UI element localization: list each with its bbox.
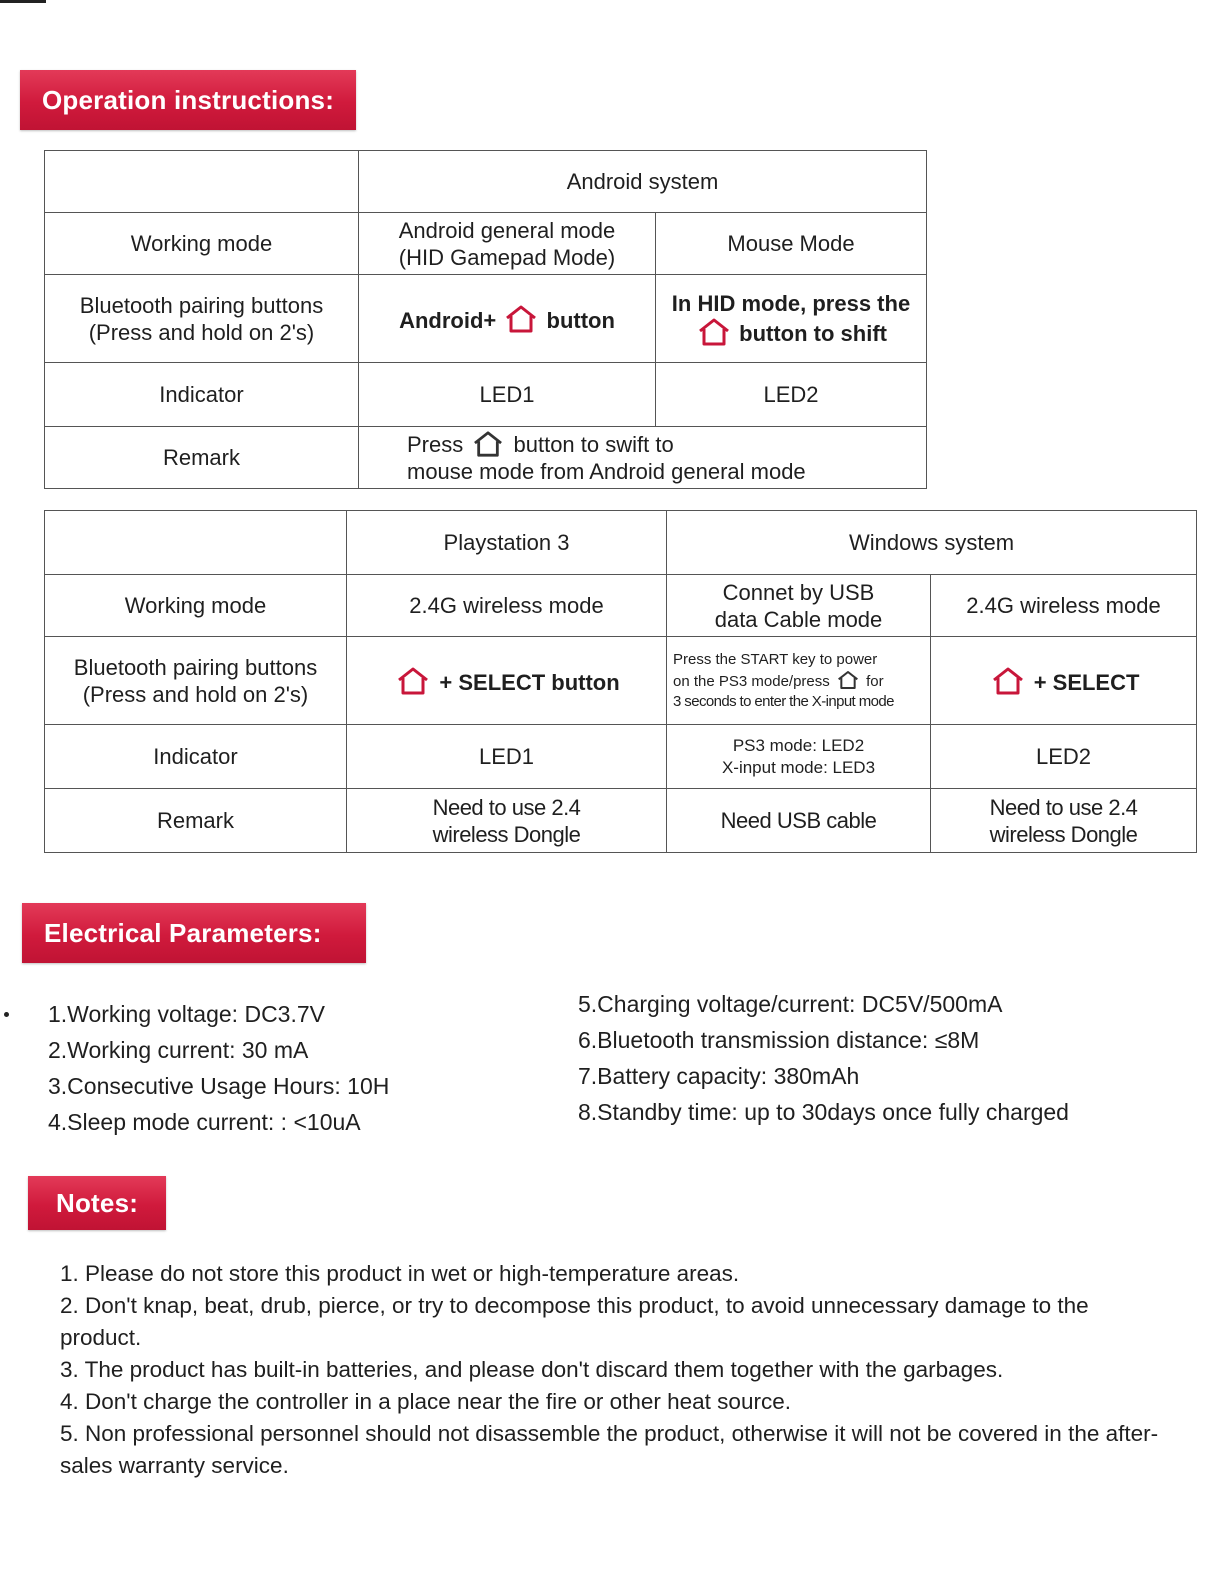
ps3-remark-line1: Need to use 2.4	[432, 794, 581, 820]
android-mouse-indicator: LED2	[656, 363, 927, 427]
android-corner-cell	[45, 151, 359, 213]
remark-line1-suffix: button to swift to	[513, 432, 674, 457]
remark-line1	[407, 430, 920, 458]
ps3-pairing-suffix: + SELECT button	[439, 669, 620, 695]
home-icon	[697, 317, 731, 347]
notes-banner	[28, 1176, 166, 1230]
wireless-pairing-cell	[931, 637, 1197, 725]
ps-remark-label: Remark	[45, 789, 347, 853]
electrical-right-list	[578, 986, 1069, 1130]
notes-title: Notes:	[56, 1187, 139, 1218]
electrical-parameters-title: Electrical Parameters:	[44, 917, 322, 948]
ps3-working-mode: 2.4G wireless mode	[347, 575, 667, 637]
note-item: 2. Don't knap, beat, drub, pierce, or try to decompose this product, to avoid unnecessary damage to the product.	[60, 1293, 1089, 1350]
android-general-mode-cell	[359, 213, 656, 275]
ps-pairing-label	[45, 637, 347, 725]
electrical-left-list	[48, 996, 389, 1140]
usb-working-mode	[667, 575, 931, 637]
pairing-label-line2: (Press and hold on 2's)	[88, 319, 315, 345]
param-item: 5.Charging voltage/current: DC5V/500mA	[578, 991, 1003, 1017]
param-item: 3.Consecutive Usage Hours: 10H	[48, 1073, 390, 1099]
home-icon	[471, 430, 505, 458]
wireless-pairing-suffix: + SELECT	[1033, 669, 1140, 695]
wireless-remark	[931, 789, 1197, 853]
home-icon	[990, 666, 1026, 696]
operation-instructions-title: Operation instructions:	[42, 84, 335, 115]
note-item: 4. Don't charge the controller in a place near the fire or other heat source.	[60, 1389, 791, 1414]
param-item: 7.Battery capacity: 380mAh	[578, 1063, 860, 1089]
param-item: 8.Standby time: up to 30days once fully charged	[578, 1099, 1069, 1125]
ps-indicator-label: Indicator	[45, 725, 347, 789]
android-remark-label: Remark	[45, 427, 359, 489]
param-item: 6.Bluetooth transmission distance: ≤8M	[578, 1027, 980, 1053]
note-item: 3. The product has built-in batteries, and please don't discard them together with the garbages.	[60, 1357, 1004, 1382]
usb-pairing-line2	[673, 670, 924, 692]
note-item: 1. Please do not store this product in wet or high-temperature areas.	[60, 1261, 740, 1286]
usb-mode-line1: Connet by USB	[722, 579, 875, 605]
windows-system-header: Windows system	[667, 511, 1197, 575]
wireless-working-mode: 2.4G wireless mode	[931, 575, 1197, 637]
usb-mode-line2: data Cable mode	[714, 606, 883, 632]
margin-dot	[4, 1012, 9, 1017]
param-item: 4.Sleep mode current: : <10uA	[48, 1109, 361, 1135]
general-pairing-suffix: button	[546, 307, 615, 333]
mouse-pairing-line2: button to shift	[739, 321, 887, 346]
general-mode-line2: (HID Gamepad Mode)	[398, 244, 616, 270]
android-pairing-label	[45, 275, 359, 363]
wireless-indicator: LED2	[931, 725, 1197, 789]
usb-pairing-line3: 3 seconds to enter the X-input mode	[673, 692, 894, 710]
notes-list	[60, 1258, 1170, 1482]
usb-indicator-line2: X-input mode: LED3	[721, 757, 876, 777]
top-rule	[0, 0, 46, 3]
usb-pairing-line2-prefix: on the PS3 mode/press	[673, 672, 830, 690]
param-item: 2.Working current: 30 mA	[48, 1037, 309, 1063]
operation-instructions-banner	[20, 70, 356, 130]
ps3-header: Playstation 3	[347, 511, 667, 575]
ps-pairing-label-line2: (Press and hold on 2's)	[82, 681, 309, 707]
usb-pairing-cell	[667, 637, 931, 725]
android-mouse-mode-cell: Mouse Mode	[656, 213, 927, 275]
param-item: 1.Working voltage: DC3.7V	[48, 1001, 325, 1027]
ps3-remark	[347, 789, 667, 853]
android-system-header: Android system	[359, 151, 927, 213]
android-general-pairing-cell	[359, 275, 656, 363]
usb-pairing-line1: Press the START key to power	[673, 650, 878, 668]
home-icon	[395, 666, 431, 696]
wireless-remark-line1: Need to use 2.4	[989, 794, 1138, 820]
usb-pairing-line2-suffix: for	[866, 672, 884, 690]
mouse-pairing-line2-wrap	[662, 317, 920, 347]
android-indicator-label: Indicator	[45, 363, 359, 427]
general-mode-line1: Android general mode	[398, 217, 616, 243]
remark-line2: mouse mode from Android general mode	[407, 459, 806, 484]
ps-working-mode-label: Working mode	[45, 575, 347, 637]
usb-indicator	[667, 725, 931, 789]
ps-pairing-label-line1: Bluetooth pairing buttons	[73, 654, 318, 680]
note-item: 5. Non professional personnel should not disassemble the product, otherwise it will not be covered in the after-sales warranty service.	[60, 1421, 1159, 1478]
remark-line1-prefix: Press	[407, 432, 464, 457]
android-working-mode-label: Working mode	[45, 213, 359, 275]
android-table	[44, 150, 927, 489]
usb-remark: Need USB cable	[667, 789, 931, 853]
mouse-pairing-line1: In HID mode, press the	[671, 291, 911, 316]
ps3-indicator: LED1	[347, 725, 667, 789]
ps3-windows-table	[44, 510, 1197, 853]
home-icon	[836, 670, 860, 690]
usb-indicator-line1: PS3 mode: LED2	[732, 735, 865, 755]
ps-corner-cell	[45, 511, 347, 575]
wireless-remark-line2: wireless Dongle	[989, 821, 1138, 847]
android-remark-cell	[359, 427, 927, 489]
general-pairing-prefix: Android+	[399, 307, 497, 333]
home-icon	[504, 304, 538, 334]
android-mouse-pairing-cell	[656, 275, 927, 363]
android-general-indicator: LED1	[359, 363, 656, 427]
pairing-label-line1: Bluetooth pairing buttons	[79, 292, 324, 318]
electrical-parameters-banner	[22, 903, 366, 963]
ps3-remark-line2: wireless Dongle	[432, 821, 581, 847]
ps3-pairing-cell	[347, 637, 667, 725]
